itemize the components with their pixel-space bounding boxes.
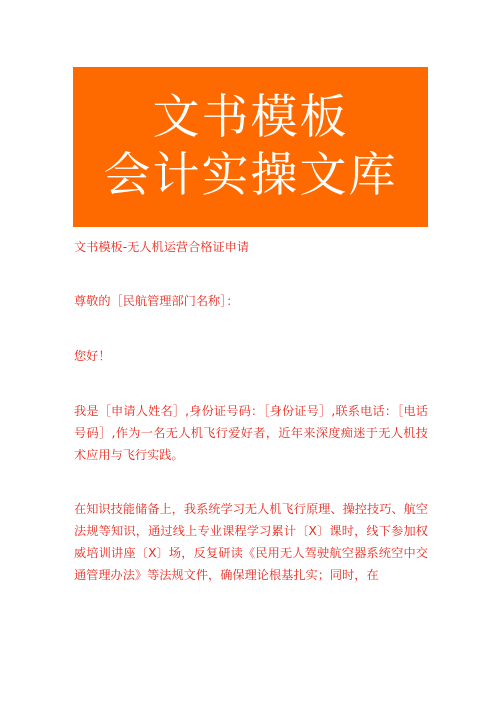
cover-banner <box>73 67 428 227</box>
document-body <box>74 236 428 586</box>
paragraph-knowledge: 在知识技能储备上，我系统学习无人机飞行原理、操控技巧、航空法规等知识，通过线上专业课程学习累计〔X〕课时，线下参加权威培训讲座〔X〕场，反复研读《民用无人驾驶航空器系统空中交通管理办法》等法规文件，确保理论根基扎实；同时，在 <box>74 502 428 582</box>
document-title: 文书模板-无人机运营合格证申请 <box>74 240 250 254</box>
salutation: 尊敬的［民航管理部门名称］： <box>74 294 239 308</box>
banner-subtitle: 会计实操文库 <box>103 148 398 203</box>
greeting: 您好！ <box>74 349 111 363</box>
paragraph-introduction: 我是［申请人姓名］,身份证号码：［身份证号］,联系电话：［电话号码］,作为一名无人机飞行爱好者，近年来深度痴迷于无人机技术应用与飞行实践。 <box>74 404 428 462</box>
banner-title: 文书模板 <box>152 90 349 145</box>
